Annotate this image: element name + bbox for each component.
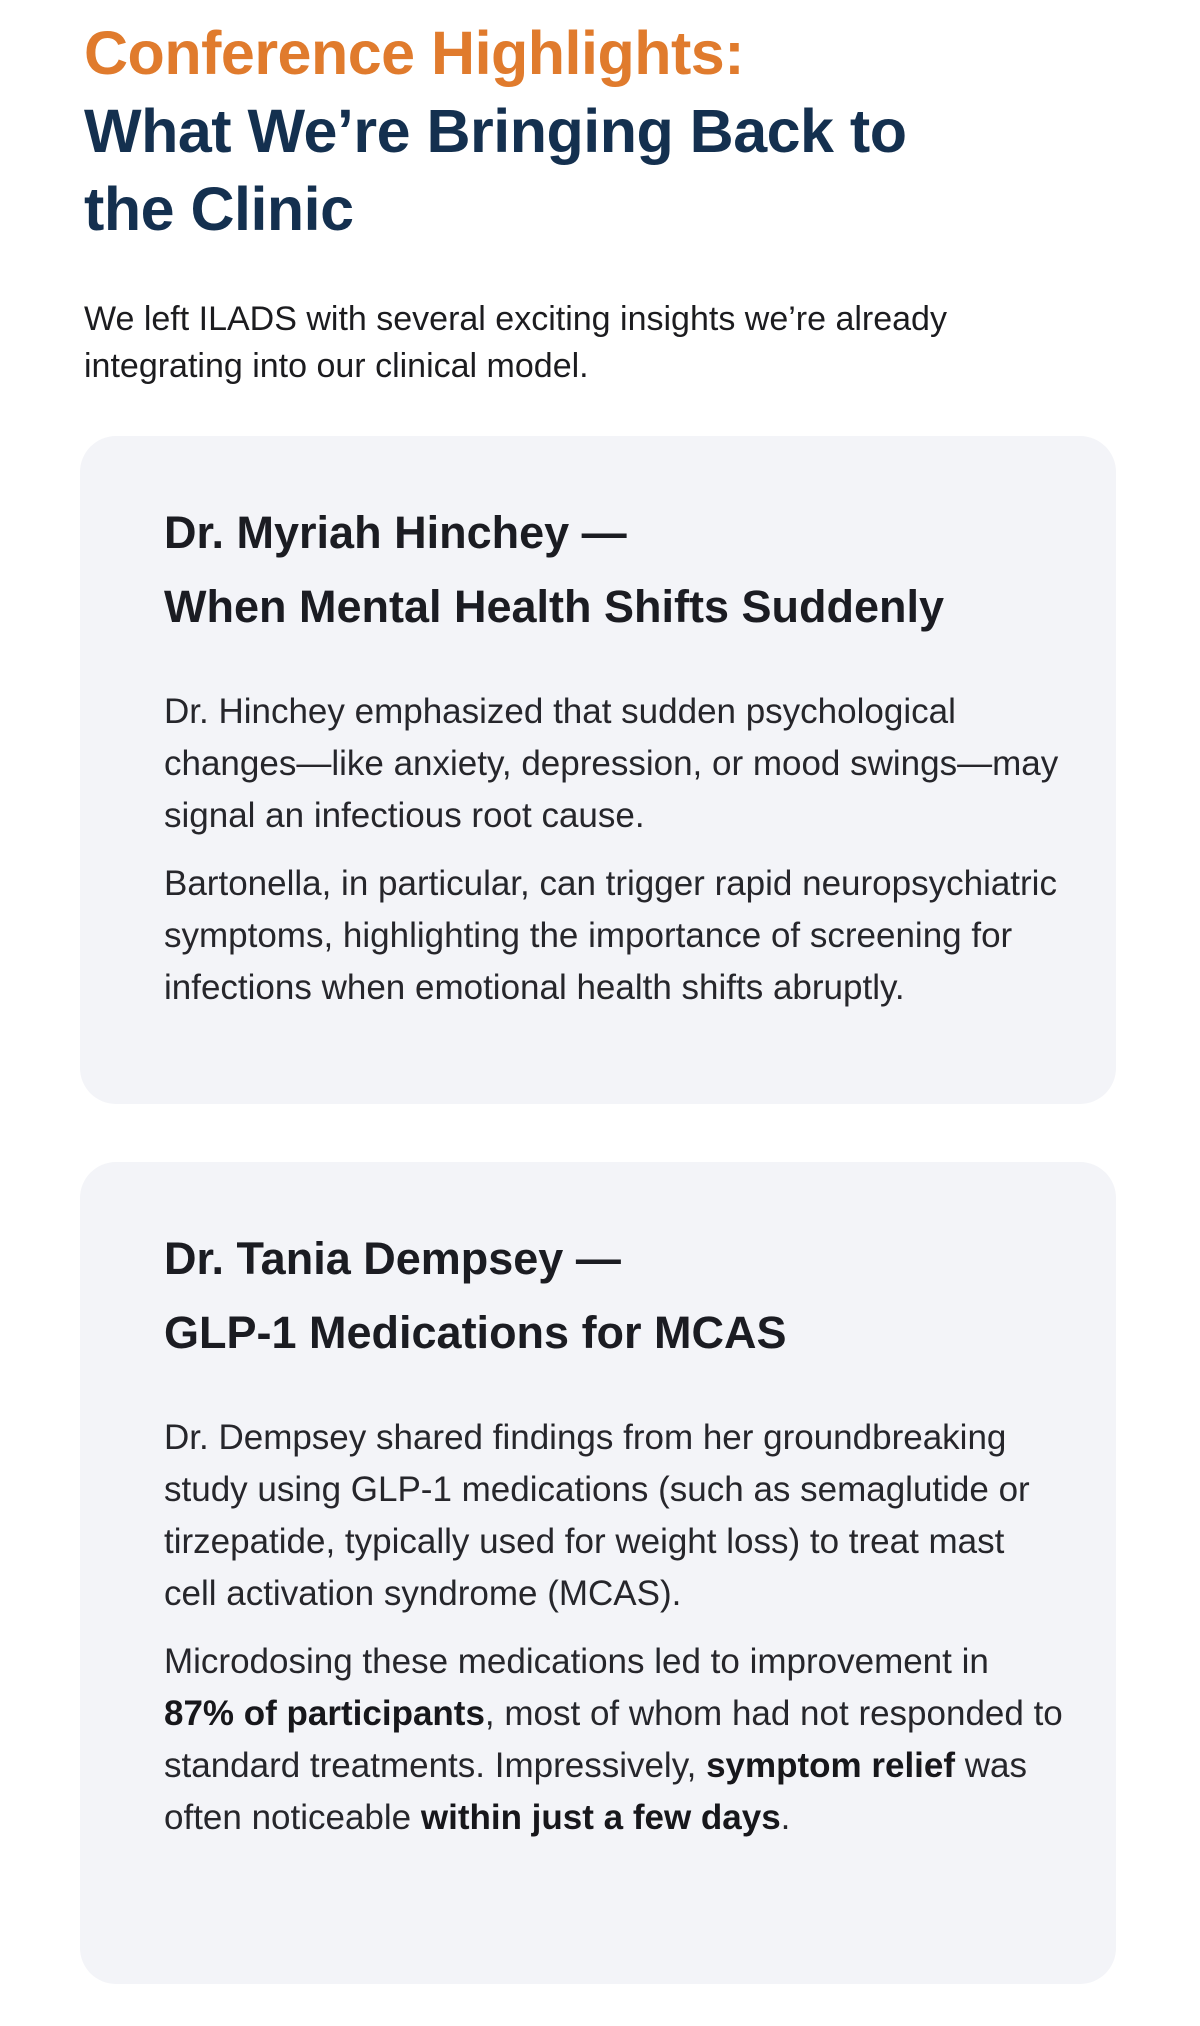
- text-run: was often noticeable: [164, 1746, 1027, 1837]
- card-paragraph: Dr. Hinchey emphasized that sudden psychological changes—like anxiety, depression, or mood swings—may signal an infectious root cause.: [164, 692, 1059, 835]
- text-run: .: [780, 1798, 791, 1837]
- text-run: , most of whom had not responded to standard treatments. Impressively,: [164, 1694, 1063, 1785]
- emphasis-participants: 87% of participants: [164, 1694, 485, 1733]
- card-topic: GLP-1 Medications for MCAS: [164, 1307, 787, 1358]
- highlight-card-hinchey: [80, 436, 1116, 1104]
- card-heading: [164, 496, 1066, 644]
- intro-text: We left ILADS with several exciting insights we’re already integrating into our clinical model.: [84, 300, 947, 385]
- highlight-card-dempsey: [80, 1162, 1116, 1984]
- emphasis-timeframe: within just a few days: [420, 1798, 781, 1837]
- page-title: [84, 0, 1124, 248]
- card-speaker: Dr. Myriah Hinchey —: [164, 507, 627, 558]
- text-run: Microdosing these medications led to improvement in: [164, 1642, 989, 1681]
- card-topic: When Mental Health Shifts Suddenly: [164, 581, 945, 632]
- emphasis-symptom-relief: symptom relief: [706, 1746, 956, 1785]
- card-paragraph: Dr. Dempsey shared findings from her groundbreaking study using GLP-1 medications (such as semaglutide or tirzepatide, typically used for weight loss) to treat mast cell activation syndrome (MCAS).: [164, 1418, 1030, 1613]
- card-speaker: Dr. Tania Dempsey —: [164, 1233, 621, 1284]
- card-paragraph: Bartonella, in particular, can trigger rapid neuropsychiatric symptoms, highlighting the importance of screening for infections when emotional health shifts abruptly.: [164, 864, 1057, 1007]
- card-paragraph-results: [164, 1636, 1066, 1844]
- title-accent: Conference Highlights:: [84, 19, 745, 87]
- card-heading: [164, 1222, 1066, 1370]
- title-main: What We’re Bringing Back to the Clinic: [84, 97, 907, 243]
- article: [84, 0, 1124, 390]
